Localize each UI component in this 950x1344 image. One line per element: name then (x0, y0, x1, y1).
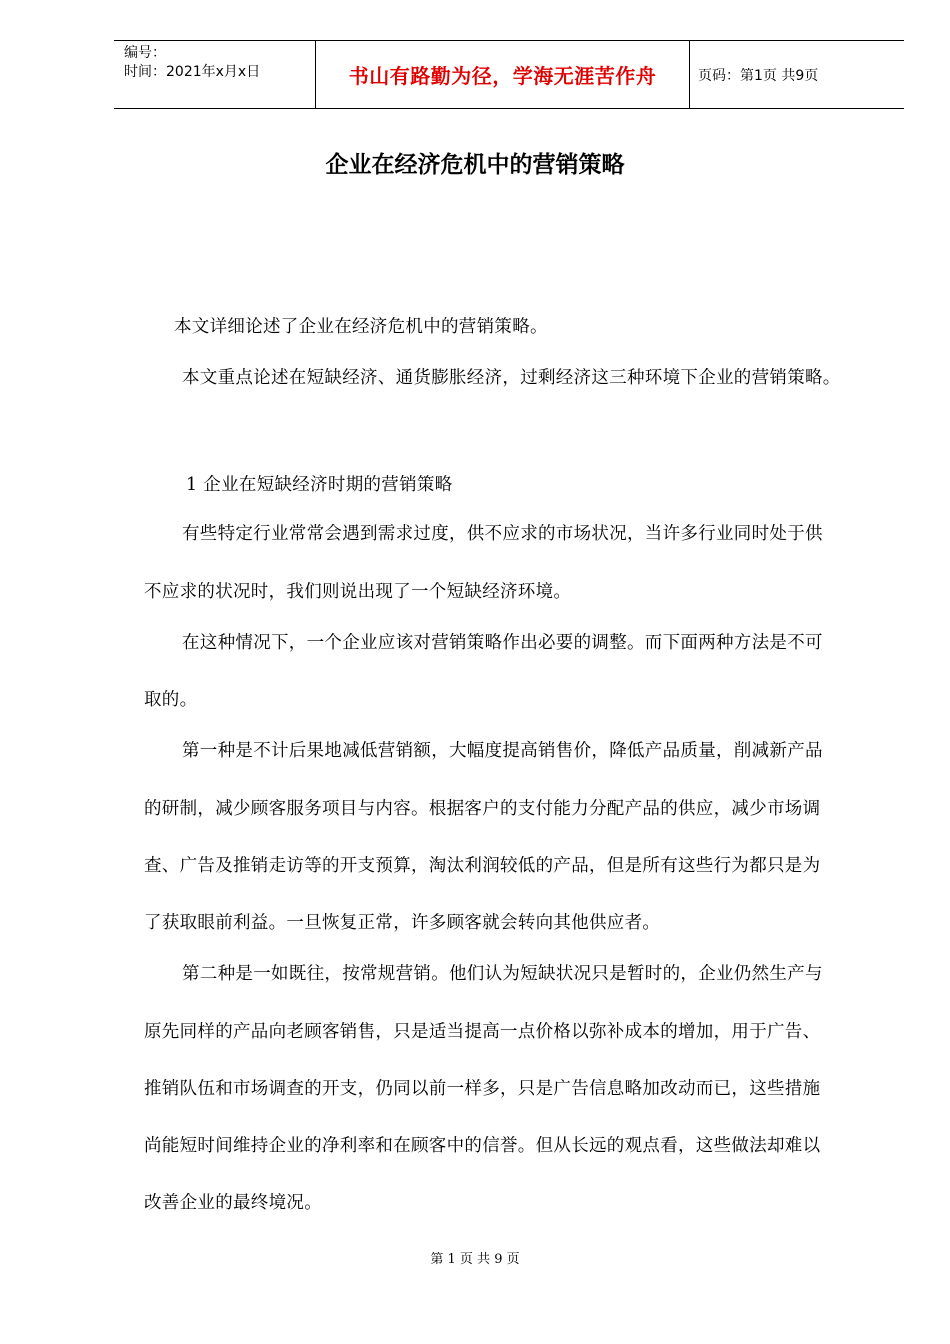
header-meta-cell (114, 41, 316, 108)
document-date-label: 时间：2021年x月x日 (124, 64, 261, 80)
body-line: 原先同样的产品向老顾客销售，只是适当提高一点价格以弥补成本的增加，用于广告、 (144, 1022, 821, 1042)
body-line: 第一种是不计后果地减低营销额，大幅度提高销售价，降低产品质量，削减新产品 (182, 741, 823, 761)
body-line: 改善企业的最终境况。 (144, 1193, 322, 1213)
document-title: 企业在经济危机中的营销策略 (325, 152, 625, 178)
body-line: 查、广告及推销走访等的开支预算，淘汰利润较低的产品，但是所有这些行为都只是为 (144, 856, 821, 876)
document-number-label: 编号： (124, 45, 166, 61)
body-line: 有些特定行业常常会遇到需求过度，供不应求的市场状况，当许多行业同时处于供 (182, 524, 823, 544)
header-page-cell (690, 41, 904, 108)
body-line: 推销队伍和市场调查的开支，仍同以前一样多，只是广告信息略加改动而已，这些措施 (144, 1079, 821, 1099)
intro-line-1: 本文详细论述了企业在经济危机中的营销策略。 (174, 317, 548, 337)
header-motto: 书山有路勤为径，学海无涯苦作舟 (348, 64, 657, 88)
header-motto-cell (316, 41, 690, 108)
header-page-info: 页码：第1页 共9页 (698, 67, 819, 84)
section-heading-1: 1 企业在短缺经济时期的营销策略 (186, 475, 453, 495)
body-line: 取的。 (144, 690, 198, 710)
body-line: 的研制，减少顾客服务项目与内容。根据客户的支付能力分配产品的供应，减少市场调 (144, 799, 821, 819)
body-line: 不应求的状况时，我们则说出现了一个短缺经济环境。 (144, 582, 572, 602)
page-footer: 第 1 页 共 9 页 (430, 1252, 520, 1267)
body-line: 第二种是一如既往，按常规营销。他们认为短缺状况只是暂时的，企业仍然生产与 (182, 964, 823, 984)
header-table (114, 40, 904, 109)
body-line: 尚能短时间维持企业的净利率和在顾客中的信誉。但从长远的观点看，这些做法却难以 (144, 1136, 821, 1156)
body-line: 了获取眼前利益。一旦恢复正常，许多顾客就会转向其他供应者。 (144, 913, 661, 933)
intro-line-2: 本文重点论述在短缺经济、通货膨胀经济，过剩经济这三种环境下企业的营销策略。 (182, 368, 841, 388)
body-line: 在这种情况下，一个企业应该对营销策略作出必要的调整。而下面两种方法是不可 (182, 633, 823, 653)
